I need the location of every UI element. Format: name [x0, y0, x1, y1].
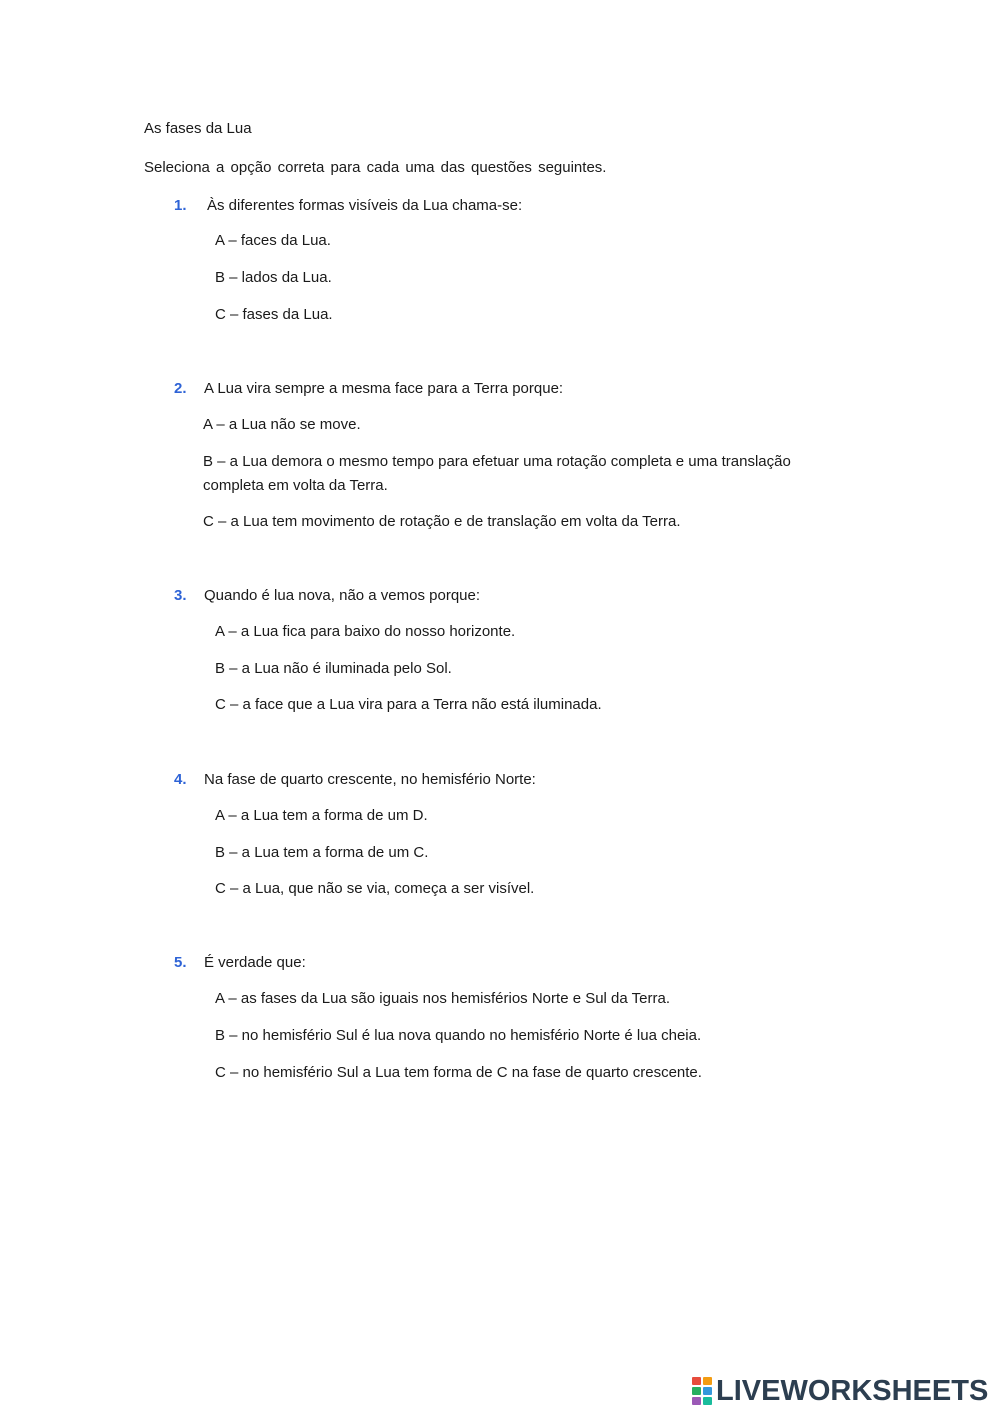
question-number: 3.: [174, 587, 187, 604]
option-c[interactable]: C – no hemisfério Sul a Lua tem forma de C na fase de quarto crescente.: [215, 1064, 702, 1081]
worksheet-title: As fases da Lua: [144, 120, 252, 137]
option-a[interactable]: A – a Lua tem a forma de um D.: [215, 807, 428, 824]
question-text: Às diferentes formas visíveis da Lua chama-se:: [207, 197, 523, 214]
option-a[interactable]: A – as fases da Lua são iguais nos hemisférios Norte e Sul da Terra.: [215, 990, 670, 1007]
option-b[interactable]: B – a Lua demora o mesmo tempo para efetuar uma rotação completa e uma translação completa em volta da Terra.: [203, 453, 791, 494]
option-c[interactable]: C – a Lua, que não se via, começa a ser visível.: [215, 880, 535, 897]
question-text: É verdade que:: [204, 954, 306, 971]
option-c[interactable]: C – a face que a Lua vira para a Terra não está iluminada.: [215, 696, 602, 713]
question-text: A Lua vira sempre a mesma face para a Terra porque:: [204, 380, 564, 397]
question-number: 5.: [174, 954, 187, 971]
option-a[interactable]: A – faces da Lua.: [215, 232, 331, 249]
question-text: Quando é lua nova, não a vemos porque:: [204, 587, 481, 604]
option-b[interactable]: B – a Lua não é iluminada pelo Sol.: [215, 660, 452, 677]
option-a[interactable]: A – a Lua fica para baixo do nosso horizonte.: [215, 623, 516, 640]
logo-text: LIVEWORKSHEETS: [716, 1374, 989, 1407]
question-text: Na fase de quarto crescente, no hemisfério Norte:: [204, 771, 536, 788]
option-b[interactable]: B – a Lua tem a forma de um C.: [215, 844, 429, 861]
worksheet-instructions: Seleciona a opção correta para cada uma das questões seguintes.: [144, 159, 607, 176]
question-number: 2.: [174, 380, 187, 397]
question-number: 1.: [174, 197, 187, 214]
question-number: 4.: [174, 771, 187, 788]
option-a[interactable]: A – a Lua não se move.: [203, 416, 361, 433]
liveworksheets-logo-icon: [692, 1377, 712, 1405]
liveworksheets-logo: [692, 1374, 988, 1408]
option-b[interactable]: B – lados da Lua.: [215, 269, 332, 286]
option-b[interactable]: B – no hemisfério Sul é lua nova quando no hemisfério Norte é lua cheia.: [215, 1027, 702, 1044]
option-c[interactable]: C – a Lua tem movimento de rotação e de translação em volta da Terra.: [203, 513, 681, 530]
option-c[interactable]: C – fases da Lua.: [215, 306, 333, 323]
